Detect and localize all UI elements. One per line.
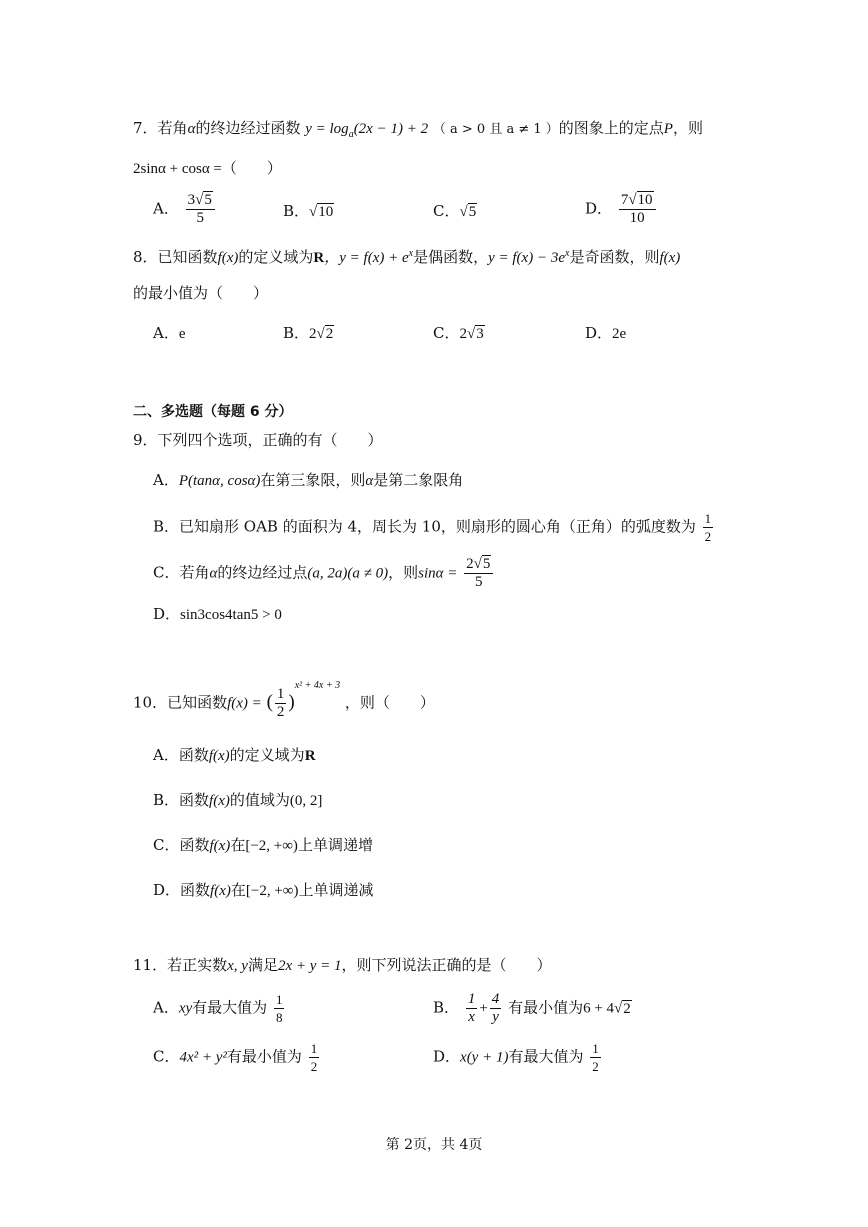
q8-option-a: A．e xyxy=(153,324,186,342)
q8-option-d: D．2e xyxy=(585,324,627,342)
q11-option-d: D．x(y + 1)有最大值为 $\frac{1}{2}$ xyxy=(433,1041,599,1074)
q10-option-c: C．函数f(x)在[−2, +∞)上单调递增 xyxy=(153,836,373,854)
q7-option-a: A． $\frac{3√5}{5}$ xyxy=(153,192,217,227)
q10-stem: 10．已知函数f(x) = ( $\frac{1}{2}$ )$^{x^2 + 4x + 3}$ ，则（ ） xyxy=(133,679,435,720)
q10-option-a: A．函数f(x)的定义域为R xyxy=(153,746,316,764)
q10-option-b: B．函数f(x)的值域为(0, 2] xyxy=(153,791,323,809)
q9-option-b: B．已知扇形 OAB 的面积为 4，周长为 10，则扇形的圆心角（正角）的弧度数为 $\frac{1}{2}$ xyxy=(153,511,712,544)
q7-option-c: C．√5 xyxy=(433,202,477,220)
q7-option-d: D． $\frac{7√10}{10}$ xyxy=(585,192,658,227)
q11-stem: 11．若正实数x, y满足2x + y = 1，则下列说法正确的是（ ） xyxy=(133,956,552,974)
q9-option-c: C．若角α的终边经过点(a, 2a)(a ≠ 0)，则sinα = $\frac{2√5}{5}$ xyxy=(153,556,495,591)
q8-stem: 8．已知函数f(x)的定义域为R，$y = f(x) + e^x$是偶函数，$y = f(x) - 3e^x$是奇函数，则f(x) xyxy=(133,248,681,266)
q7-expr: 2sinα + cosα =（ ） xyxy=(133,159,282,177)
q8-option-b: B．2√2 xyxy=(283,324,334,342)
q7-option-b: B．√10 xyxy=(283,202,334,220)
q8-stem-2: 的最小值为（ ） xyxy=(133,284,269,302)
q9-option-d: D．sin3cos4tan5 > 0 xyxy=(153,605,282,623)
q8-option-c: C．2√3 xyxy=(433,324,484,342)
q9-option-a: A．P(tanα, cosα)在第三象限，则α是第二象限角 xyxy=(153,471,464,489)
q11-option-c: C．4x² + y²有最小值为 $\frac{1}{2}$ xyxy=(153,1041,318,1074)
q7-stem: 7．若角α的终边经过函数 $y = \log_a(2x - 1) + 2$ （ a > 0 且 a ≠ 1 ）的图象上的定点P，则 xyxy=(133,119,703,140)
q11-option-b: B． $\frac{1}{x}$ + $\frac{4}{y}$ 有最小值为6 + 4√2 xyxy=(433,991,631,1025)
q11-option-a: A．xy有最大值为 $\frac{1}{8}$ xyxy=(153,992,283,1025)
q10-option-d: D．函数f(x)在[−2, +∞)上单调递减 xyxy=(153,881,374,899)
page-footer: 第 2页，共 4页 xyxy=(385,1137,483,1153)
q9-stem: 9．下列四个选项，正确的有（ ） xyxy=(133,431,383,449)
section-heading: 二、多选题（每题 6 分） xyxy=(133,404,293,420)
